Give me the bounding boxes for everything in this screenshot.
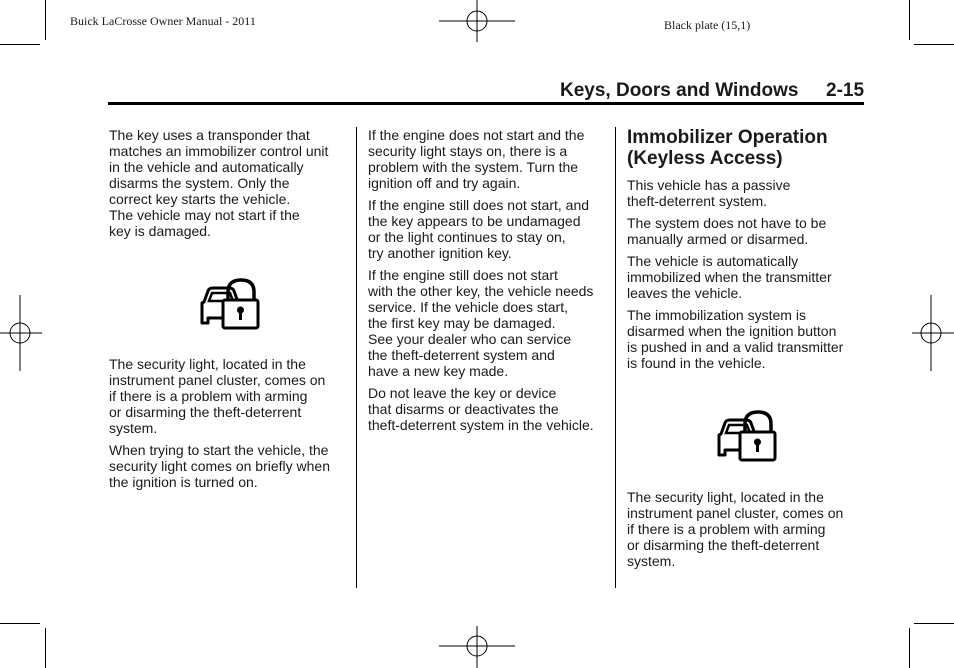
registration-mark: [0, 295, 46, 371]
crop-mark: [45, 628, 46, 668]
paragraph: The immobilization system is disarmed when the ignition button is pushed in and a valid transmitter is found in the vehicle.: [627, 307, 844, 371]
paragraph: The vehicle is automatically immobilized when the transmitter leaves the vehicle.: [627, 253, 832, 301]
paragraph: The security light, located in the instrument panel cluster, comes on if there is a problem with arming or disarming the theft-deterrent system.: [109, 356, 326, 436]
header-rule: [108, 102, 864, 105]
crop-mark: [914, 44, 954, 45]
column-divider: [356, 127, 357, 588]
crop-mark: [909, 628, 910, 668]
security-light-icon: [711, 408, 779, 469]
column-3-lower: [627, 489, 862, 575]
column-3: [627, 127, 862, 377]
registration-mark: [908, 295, 954, 371]
paragraph: The security light, located in the instrument panel cluster, comes on if there is a problem with arming or disarming the theft-deterrent system.: [627, 489, 844, 569]
manual-title: Buick LaCrosse Owner Manual - 2011: [70, 14, 256, 28]
page-number: 2-15: [826, 80, 865, 101]
paragraph: The key uses a transponder that matches an immobilizer control unit in the vehicle and automatically disarms the system. Only the correct key starts the vehicle. The vehicle may not start if the key is damaged.: [109, 127, 329, 239]
paragraph: The system does not have to be manually armed or disarmed.: [627, 215, 827, 247]
column-1-lower: [109, 356, 344, 496]
paragraph: Do not leave the key or device that disarms or deactivates the theft-deterrent system in the vehicle.: [368, 385, 594, 433]
crop-mark: [45, 0, 46, 40]
column-divider: [615, 127, 616, 588]
crop-mark: [909, 0, 910, 40]
security-light-icon: [194, 276, 262, 337]
column-2: [368, 127, 608, 439]
paragraph: If the engine still does not start, and the key appears to be undamaged or the light continues to stay on, try another ignition key.: [368, 197, 590, 261]
section-title: Keys, Doors and Windows: [560, 80, 799, 101]
crop-mark: [0, 44, 40, 45]
paragraph: If the engine does not start and the security light stays on, there is a problem with the system. Turn the ignition off and try again.: [368, 127, 585, 191]
column-1: [109, 127, 344, 245]
crop-mark: [914, 623, 954, 624]
registration-mark: [439, 0, 515, 46]
paragraph: When trying to start the vehicle, the security light comes on briefly when the ignition is turned on.: [109, 442, 330, 490]
registration-mark: [439, 622, 515, 668]
plate-label: Black plate (15,1): [664, 18, 751, 32]
crop-mark: [0, 623, 40, 624]
paragraph: This vehicle has a passive theft-deterrent system.: [627, 177, 791, 209]
paragraph: If the engine still does not start with the other key, the vehicle needs service. If the vehicle does start, the first key may be damaged. See your dealer who can service the theft-deterrent system and have a new key made.: [368, 267, 594, 379]
section-heading: Immobilizer Operation (Keyless Access): [627, 127, 828, 169]
